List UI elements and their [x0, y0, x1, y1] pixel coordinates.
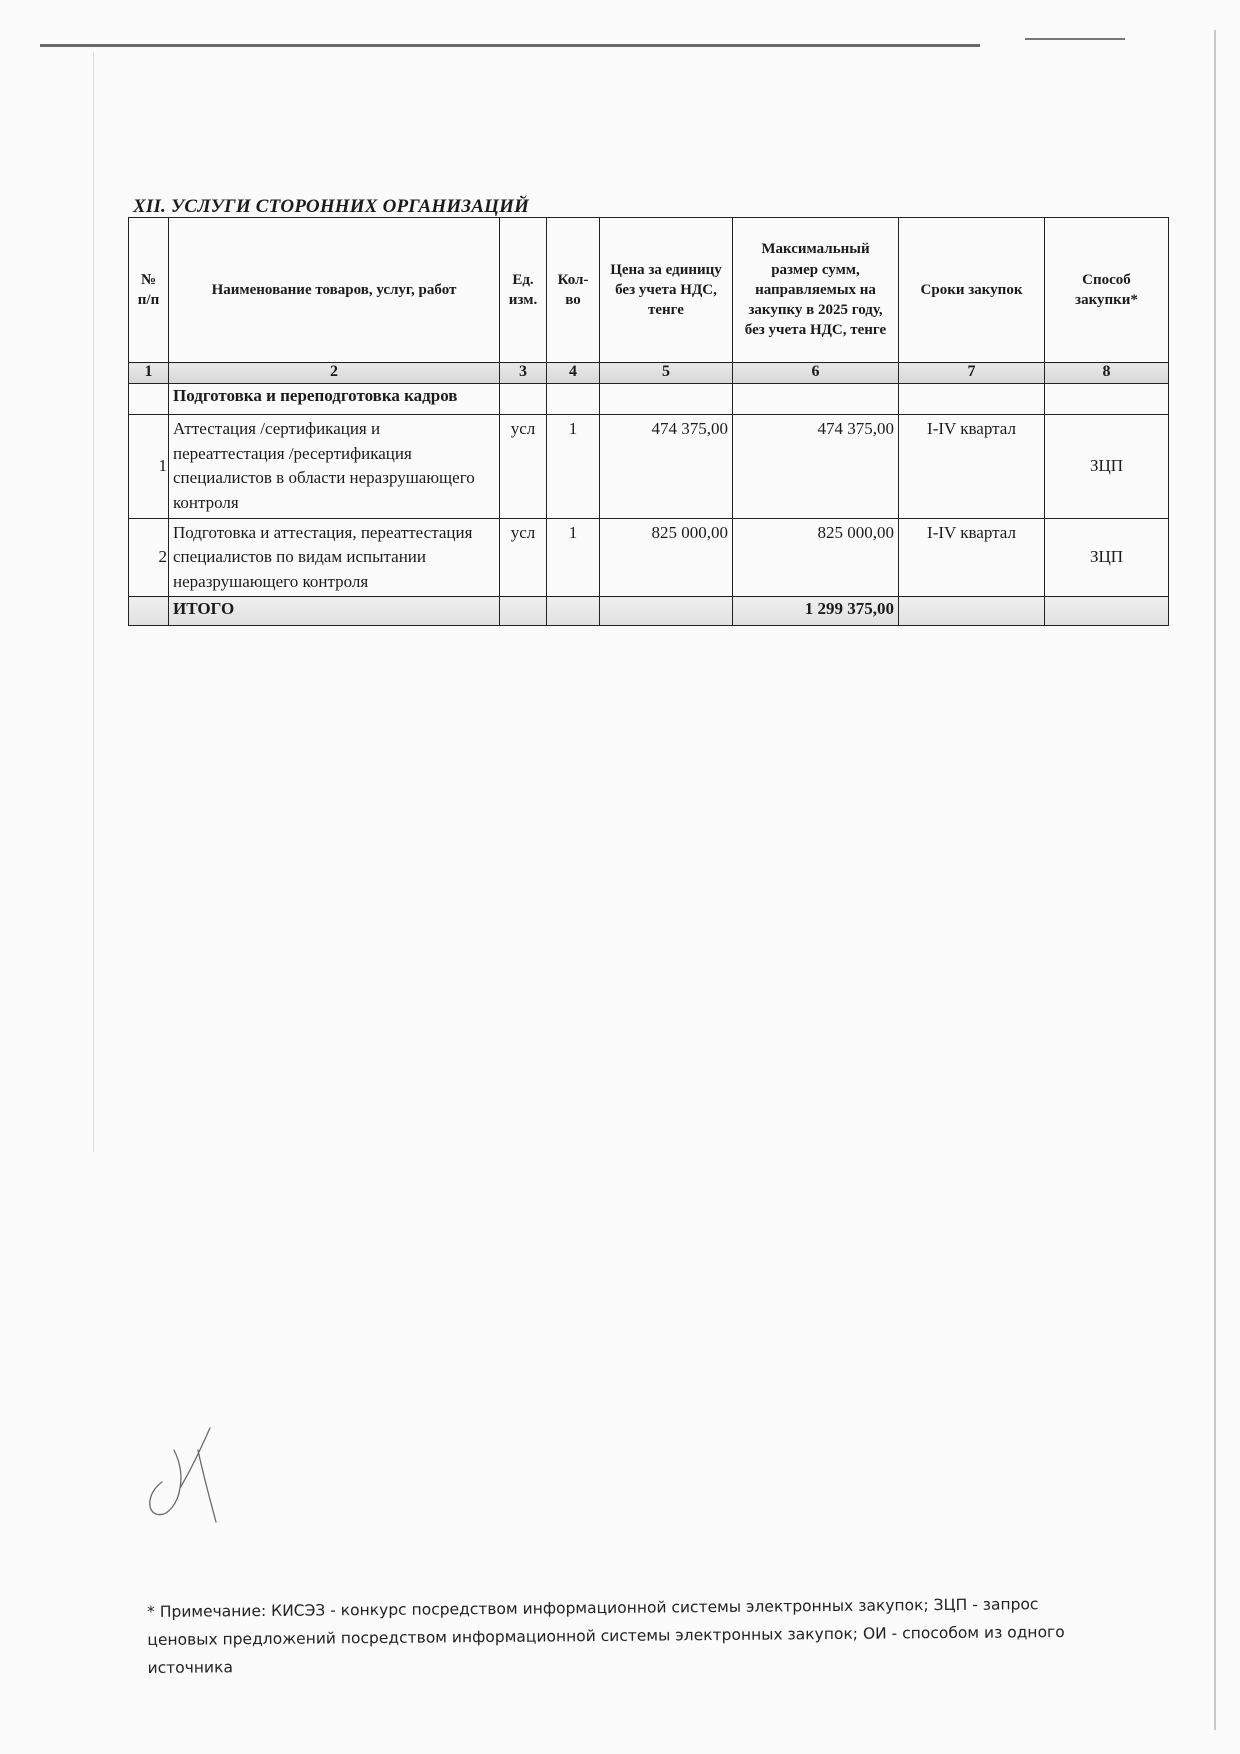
row-unit: усл	[500, 415, 547, 519]
row-price: 474 375,00	[600, 415, 733, 519]
header-price: Цена за единицу без учета НДС, тенге	[600, 218, 733, 363]
header-name: Наименование товаров, услуг, работ	[169, 218, 500, 363]
row-qty: 1	[547, 518, 600, 597]
column-number: 8	[1045, 363, 1169, 384]
header-max-sum: Максимальный размер сумм, направляемых на закупку в 2025 году, без учета НДС, тенге	[733, 218, 899, 363]
row-max-sum: 474 375,00	[733, 415, 899, 519]
handwritten-signature	[140, 1410, 230, 1525]
table-row	[129, 518, 1169, 597]
column-number: 2	[169, 363, 500, 384]
row-name: Подготовка и аттестация, переаттестация специалистов по видам испытании неразрушающего контроля	[169, 518, 500, 597]
row-no: 1	[129, 415, 169, 519]
column-number: 6	[733, 363, 899, 384]
procurement-table	[128, 217, 1169, 626]
row-method: ЗЦП	[1045, 415, 1169, 519]
footnote: * Примечание: КИСЭЗ - конкурс посредством информационной системы электронных закупок; ЗЦП - запрос ценовых предложений посредством информационной системы электронных закупок; ОИ - способом из одного источника	[147, 1595, 1065, 1677]
total-label: ИТОГО	[169, 597, 500, 626]
column-number: 7	[899, 363, 1045, 384]
row-unit: усл	[500, 518, 547, 597]
table-row	[129, 415, 1169, 519]
row-name: Аттестация /сертификация и переаттестация /ресертификация специалистов в области неразрушающего контроля	[169, 415, 500, 519]
row-price: 825 000,00	[600, 518, 733, 597]
scan-top-rule	[40, 44, 980, 47]
column-number: 5	[600, 363, 733, 384]
row-no: 2	[129, 518, 169, 597]
column-number: 4	[547, 363, 600, 384]
scan-right-edge	[1214, 30, 1216, 1730]
row-max-sum: 825 000,00	[733, 518, 899, 597]
header-no: № п/п	[129, 218, 169, 363]
row-period: I-IV квартал	[899, 415, 1045, 519]
group-row	[129, 384, 1169, 415]
section-title: XII. УСЛУГИ СТОРОННИХ ОРГАНИЗАЦИЙ	[133, 196, 530, 217]
header-period: Сроки закупок	[899, 218, 1045, 363]
row-qty: 1	[547, 415, 600, 519]
column-number: 1	[129, 363, 169, 384]
scan-left-edge	[93, 52, 94, 1152]
total-max-sum: 1 299 375,00	[733, 597, 899, 626]
scan-top-rule-right	[1025, 38, 1125, 40]
row-period: I-IV квартал	[899, 518, 1045, 597]
column-number: 3	[500, 363, 547, 384]
table-header-row	[129, 218, 1169, 363]
total-row	[129, 597, 1169, 626]
header-method: Способ закупки*	[1045, 218, 1169, 363]
header-unit: Ед. изм.	[500, 218, 547, 363]
header-qty: Кол-во	[547, 218, 600, 363]
group-title: Подготовка и переподготовка кадров	[169, 384, 500, 415]
row-method: ЗЦП	[1045, 518, 1169, 597]
column-number-row	[129, 363, 1169, 384]
